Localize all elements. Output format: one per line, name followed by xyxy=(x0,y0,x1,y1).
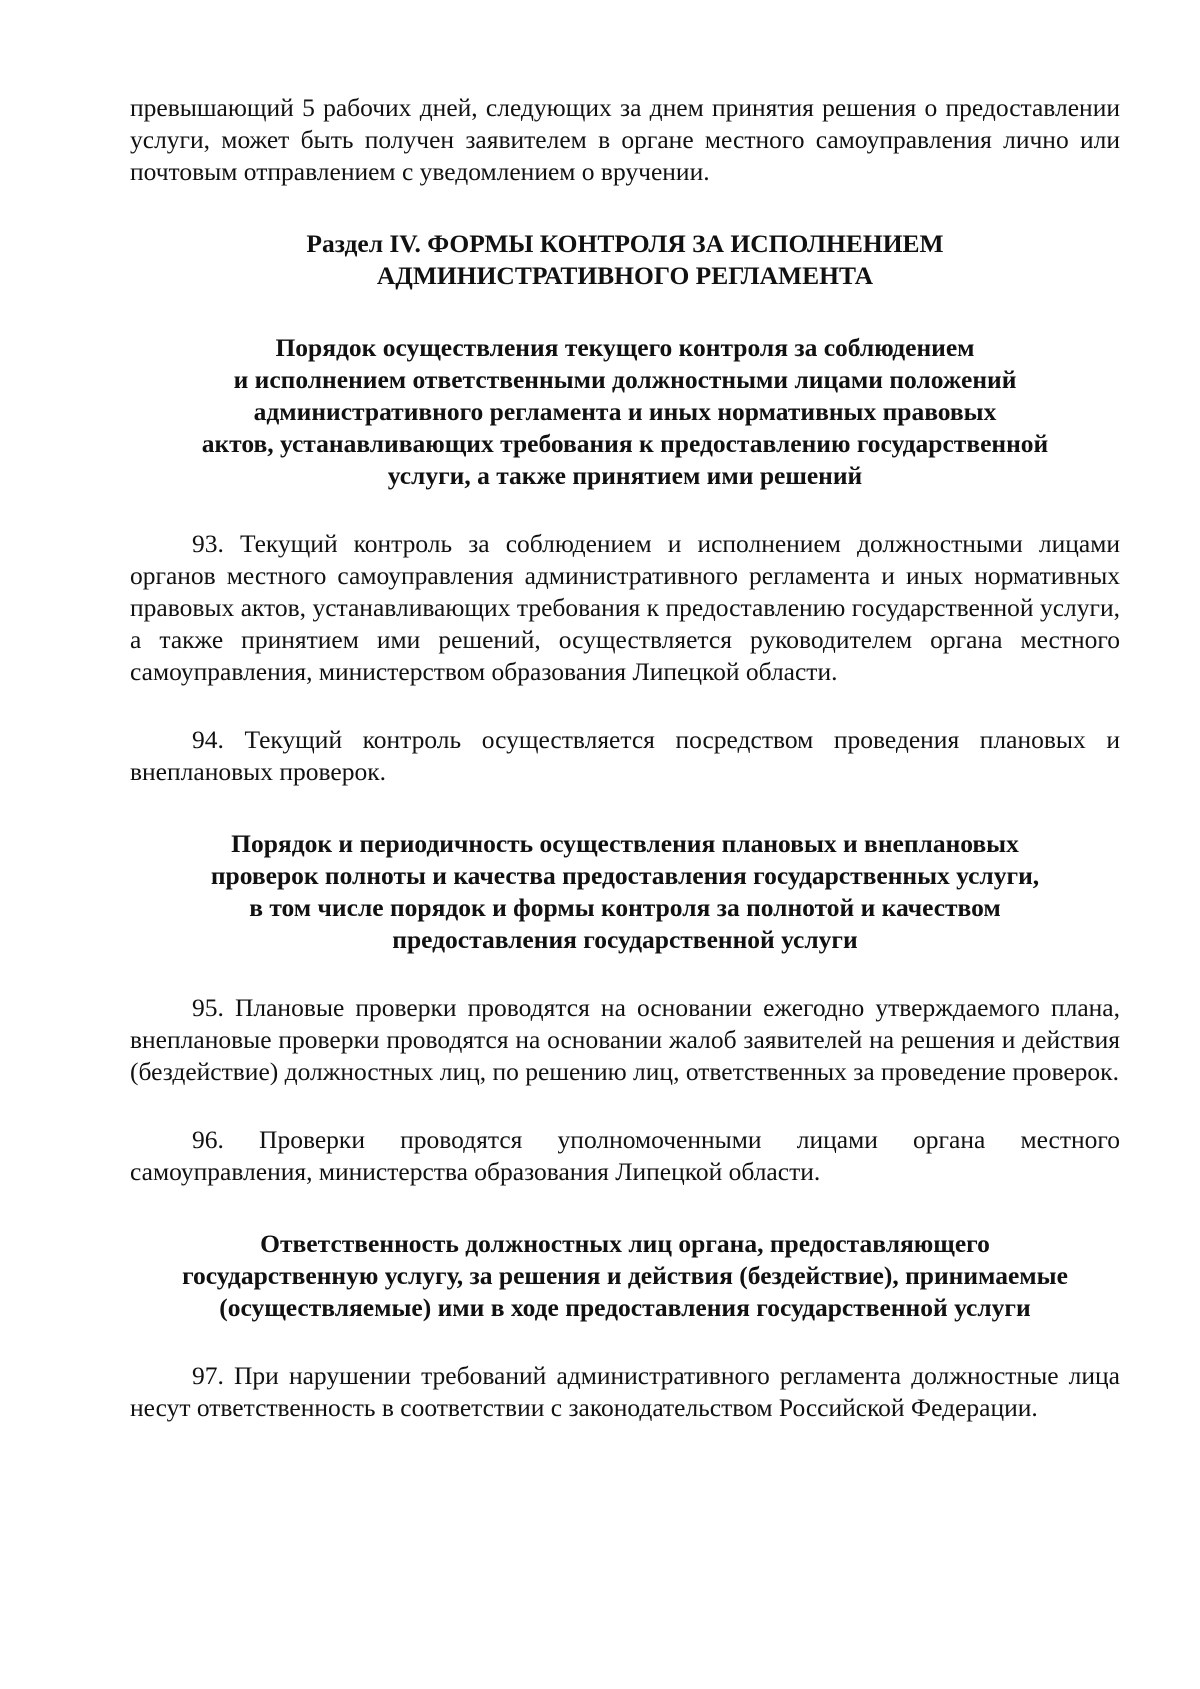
subheading-line: Порядок осуществления текущего контроля за соблюдением xyxy=(275,333,975,362)
paragraph-94: 94. Текущий контроль осуществляется посредством проведения плановых и внеплановых проверок. xyxy=(130,725,1120,786)
subheading-line: и исполнением ответственными должностными лицами положений xyxy=(233,365,1017,394)
paragraph-97: 97. При нарушении требований административного регламента должностные лица несут ответственность в соответствии с законодательством Российской Федерации. xyxy=(130,1361,1120,1422)
paragraph-93: 93. Текущий контроль за соблюдением и исполнением должностными лицами органов местного самоуправления административного регламента и иных нормативных правовых актов, устанавливающих требования к предоставлению государственной услуги, а также принятием ими решений, осуществляется руководителем органа местного самоуправления, министерством образования Липецкой области. xyxy=(130,529,1120,686)
subheading-line: предоставления государственной услуги xyxy=(392,925,858,954)
section-title-line: АДМИНИСТРАТИВНОГО РЕГЛАМЕНТА xyxy=(376,261,874,290)
subheading-current-control xyxy=(130,332,1120,492)
subheading-line: Порядок и периодичность осуществления плановых и внеплановых xyxy=(231,829,1019,858)
document-page xyxy=(130,92,1120,1424)
subheading-line: актов, устанавливающих требования к предоставлению государственной xyxy=(201,429,1049,458)
subheading-line: услуги, а также принятием ими решений xyxy=(387,461,863,490)
section-title-line: Раздел IV. ФОРМЫ КОНТРОЛЯ ЗА ИСПОЛНЕНИЕМ xyxy=(306,229,944,258)
subheading-line: (осуществляемые) ими в ходе предоставления государственной услуги xyxy=(219,1293,1031,1322)
subheading-line: в том числе порядок и формы контроля за полнотой и качеством xyxy=(249,893,1001,922)
subheading-line: Ответственность должностных лиц органа, предоставляющего xyxy=(260,1229,990,1258)
subheading-line: административного регламента и иных нормативных правовых xyxy=(253,397,997,426)
paragraph-95: 95. Плановые проверки проводятся на основании ежегодно утверждаемого плана, внеплановые проверки проводятся на основании жалоб заявителей на решения и действия (бездействие) должностных лиц, по решению лиц, ответственных за проведение проверок. xyxy=(130,993,1120,1086)
continuation-paragraph: превышающий 5 рабочих дней, следующих за днем принятия решения о предоставлении услуги, может быть получен заявителем в органе местного самоуправления лично или почтовым отправлением с уведомлением о вручении. xyxy=(130,93,1120,186)
subheading-inspections xyxy=(130,828,1120,956)
paragraph-96: 96. Проверки проводятся уполномоченными лицами органа местного самоуправления, министерства образования Липецкой области. xyxy=(130,1125,1120,1186)
subheading-responsibility xyxy=(130,1228,1120,1324)
subheading-line: проверок полноты и качества предоставления государственных услуги, xyxy=(210,861,1040,890)
subheading-line: государственную услугу, за решения и действия (бездействие), принимаемые xyxy=(182,1261,1068,1290)
section-title xyxy=(130,228,1120,292)
